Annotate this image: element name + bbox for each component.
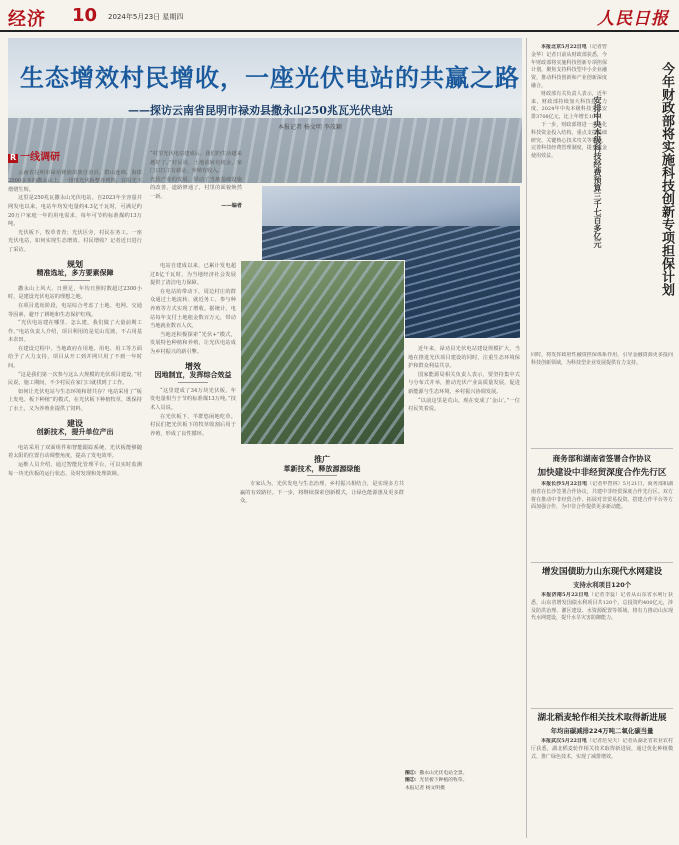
brief-title: 增发国债助力山东现代水网建设 [541,567,663,577]
sub-headline: ——探访云南省昆明市禄劝县撒永山250兆瓦光伏电站 [128,104,393,117]
section-heading-text: 创新技术，提升单位产出 [36,428,114,437]
brief-kicker: 商务部和湖南省签署合作协议 [552,454,652,463]
dateline: 本报武汉5月22日电 [541,738,587,744]
caption-text: 撒永山光伏电站全景。 [419,771,468,776]
paragraph: 撒永山上风大、日照足，年均日照时数超过2300小时，是建设光伏电站的理想之地。 [8,285,142,301]
right-article-subheadline: 安排中央本级科技经费预算三千七百多亿元 [593,96,602,248]
paragraph: 近年来，禄劝县光伏电站建设规模扩大，当地在推进光伏项目建设的同时，注重生态环境保护和群众利益共享。 [408,346,520,370]
paragraph: 电站自建成以来，已累计发电超过8亿千瓦时，为当地经济社会发展提供了清洁电力保障。 [150,263,236,287]
news-brief-shandong [531,562,673,702]
byline: 本报记者 杨文明 李茂颖 [278,124,342,131]
right-article-body-continued [531,352,673,444]
paragraph: 运维人员介绍，通过智能化管理平台，可以实时监测每一块光伏板的运行状态，及时发现和处理故障。 [8,462,142,477]
paragraph: 专家认为，光伏发电与生态治理、乡村振兴相结合，是实现多方共赢的有效路径。下一步，将继续探索创新模式，让绿色能源惠及更多群众。 [240,481,404,505]
publication-date: 2024年5月23日 星期四 [108,13,184,21]
paragraph: “村里光伏电站建成后，我们的生活越来越好了。”村民说，土地流转有租金，家门口打工有薪金，养殖有收入。 [150,151,242,175]
brief-body: （记者李蕊）记者从山东省水利厅获悉，山东省增发国债水利项目共120个，总投资约400亿元，涉及防洪治理、灌区建设、水资源配置等领域，将有力推动山东现代水网建设，提升水旱灾害防御能力。 [531,592,673,622]
paragraph: 同时，将发挥政府性融资担保体系作用，引导金融资源更多投向科技创新领域，为科技型企业发展提供有力支持。 [531,352,673,366]
section-heading-label: 建设 [67,418,83,428]
paragraph: 在光伏板下，羊群悠闲地吃草。村民们把光伏板下的牧草收割后用于养殖，形成了良性循环。 [150,413,236,437]
caption-label: 图②： [405,777,420,784]
paragraph: 光伏板下，牧草青青；光伏区旁，村民在务工。一座光伏电站，如何实现生态增效、村民增收？记者近日进行了采访。 [8,229,142,253]
paragraph: 云南省昆明市禄劝彝族苗族自治县，群山连绵。海拔2000多米的撒永山上，一排排光伏板整齐列阵，在阳光下熠熠生辉。 [8,169,142,193]
tag-mark: R [10,153,17,162]
right-article-headline: 今年财政部将实施科技创新专项担保计划 [659,62,674,296]
photo-captions [405,770,520,792]
brief-text [531,481,673,559]
section-tag [8,154,142,163]
editor-note [150,150,242,260]
paragraph: 下一步，财政部将进一步优化科技资金投入结构，重点支持基础研究、关键核心技术攻关等领域，完善科技经费管理制度，提升资金使用效益。 [531,121,607,160]
section-heading-label: 推广 [314,455,330,464]
page-number: 10 [72,5,98,26]
paragraph: “这是我们第一次参与这么大规模的光伏项目建设。”村民说，施工期间，不少村民在家门口就找到了工作。 [8,371,142,387]
dateline: 本报济南5月22日电 [541,592,589,598]
main-headline: 生态增效村民增收，一座光伏电站的共赢之路 [20,64,520,92]
section-heading-planning [8,261,142,281]
section-heading-text: 精准选址，多方要素保障 [36,269,114,278]
paragraph: （记者曾金华）记者日前从财政部获悉，今年财政部将实施科技创新专项担保计划，聚焦支持科技型中小企业融资，推动科技创新和产业创新深度融合。 [531,44,607,89]
paragraph: 当地还积极探索“光伏+”模式，发展特色种植和养殖，让光伏电站成为乡村振兴的新引擎。 [150,331,236,355]
paragraph: 如何让光伏电站与生态环境和谐共存？电站采用了“板上发电、板下种植”的模式，在光伏板下种植牧草，既保持了水土，又为养殖业提供了饲料。 [8,388,142,413]
section-heading-label: 规划 [67,259,83,269]
column-divider [526,38,527,838]
section-heading-promotion [240,456,404,476]
paragraph: 在项目选址阶段，电站综合考虑了土地、电网、交通等因素，避开了耕地和生态保护红线。 [8,302,142,318]
section-heading-label: 增效 [185,361,201,371]
article-column-3 [408,345,520,765]
paragraph: “光伏电站建在哪里、怎么建，我们做了大量前期工作。”电站负责人介绍，项目利用的是荒山荒坡，不占用基本农田。 [8,320,142,344]
masthead [0,0,679,32]
editor-note-author: ——编者 [221,202,242,209]
caption-text: 光伏板下种植的牧草。 [419,778,468,784]
paragraph: 在电站的带动下，周边村庄的群众通过土地流转、就近务工、参与种养殖等方式实现了增收。据统计，电站每年支付土地租金数百万元，带动当地就业数百人次。 [150,288,236,330]
brief-title: 加快建设中非经贸深度合作先行区 [537,468,667,478]
photo-mountain-panels [240,260,405,445]
tag-text: 一线调研 [20,152,61,163]
section-name: 经济 [8,9,46,30]
brief-body: （记者范昊天）记者从湖北省农业农村厅获悉，湖北稻麦轮作相关技术取得新进展，通过优化种植模式、推广绿色技术，实现了减排增效。 [531,738,673,760]
section-heading-text: 因地制宜，发挥综合效益 [154,371,232,380]
brief-text [531,592,673,692]
news-brief-hunan [531,448,673,558]
paragraph: 光伏产业的发展，带动了当地基础设施的改善，道路修通了，村里的面貌焕然一新。 [150,176,242,200]
section-heading-text: 革新技术，释放源源绿能 [283,464,361,473]
brief-body: （记者申智林）5月21日，商务部和湖南省在长沙签署合作协议，共建中非经贸深度合作先行区。双方将在推动中非经贸合作、拓展对非贸易投资、搭建合作平台等方面加强合作，为中非合作提供更多新动能。 [531,481,673,511]
paragraph: 在建设过程中，当地政府在用地、用电、用工等方面给予了大力支持，项目从开工到并网只用了不到一年时间。 [8,345,142,370]
section-heading-efficiency [150,363,236,383]
dateline: 本报长沙5月22日电 [541,481,588,487]
brief-text [531,738,673,828]
section-heading-construction [8,420,142,440]
dateline: 本报北京5月22日电 [541,44,587,50]
brief-title: 湖北稻麦轮作相关技术取得新进展 [537,713,667,723]
brief-subtitle: 年均亩碳减排224万吨二氧化碳当量 [550,727,654,735]
paragraph: “这里建成了34万块光伏板，年发电量相当于节约标准煤13万吨。”技术人员说。 [150,387,236,411]
caption-label: 图①： [405,770,420,776]
article-column-2 [150,262,236,840]
paragraph: “以前这里是荒山，现在变成了‘金山’。”一位村民笑着说。 [408,397,520,413]
article-column-1 [8,150,142,840]
newspaper-logo: 人民日报 [597,9,669,29]
paragraph: 电站采用了双面组件和智能跟踪系统，光伏板能够随着太阳的位置自动调整角度，提高了发电效率。 [8,444,142,460]
news-brief-hubei [531,708,673,840]
brief-subtitle: 支持水利项目120个 [572,581,632,589]
solar-rows-pattern [241,261,404,444]
paragraph: 这里是250兆瓦撒永山光伏电站。自2023年全容量并网发电以来，电站年均发电量约4.3亿千瓦时，可满足约20万户家庭一年的用电需求，每年可节约标准煤约13万吨。 [8,195,142,228]
photo-credit: 本报记者 杨文明摄 [405,785,445,791]
paragraph: 财政部有关负责人表示，近年来，财政部持续加大科技投入力度，2024年中央本级科技支出安排3708亿元，比上年增长10%。 [531,90,607,121]
article-column-4 [240,450,404,840]
paragraph: 国家能源局相关负责人表示，要坚持集中式与分布式并举，推动光伏产业高质量发展，促进新能源与生态环境、乡村振兴协调发展。 [408,371,520,395]
